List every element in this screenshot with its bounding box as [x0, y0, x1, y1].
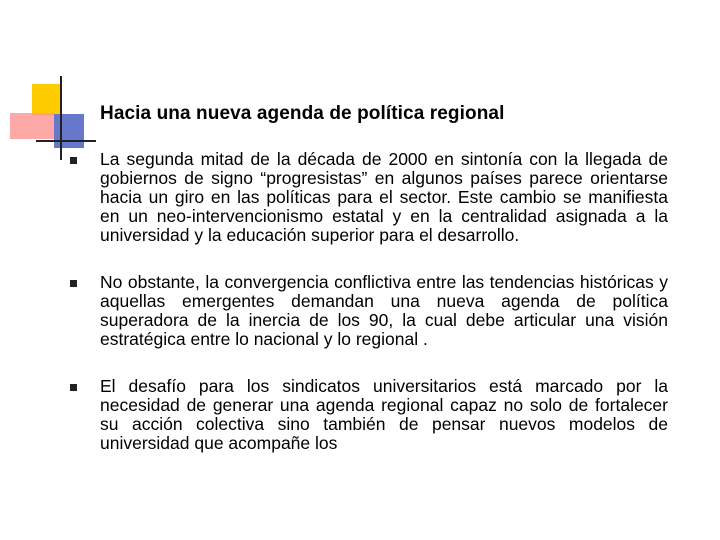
logo-vertical-line [60, 76, 62, 160]
logo-horizontal-line [36, 140, 96, 142]
bullet-item-2 [68, 273, 668, 349]
square-bullet-icon [70, 157, 77, 164]
logo-yellow-square [32, 84, 62, 116]
bullet-text: La segunda mitad de la década de 2000 en sintonía con la llegada de gobiernos de signo “progresistas” en algunos países parece orientarse hacia un giro en las políticas para el sector. Este cambio se manifiesta en un neo-intervencionismo estatal y en la centralidad asignada a la universidad y la educación superior para el desarrollo. [100, 149, 668, 245]
logo-red-square [10, 113, 54, 139]
bullet-text: El desafío para los sindicatos universitarios está marcado por la necesidad de generar una agenda regional capaz no solo de fortalecer su acción colectiva sino también de pensar nuevos modelos de universidad que acompañe los [100, 376, 668, 453]
slide-title: Hacia una nueva agenda de política regional [100, 103, 505, 124]
bullet-item-3 [68, 377, 668, 453]
square-bullet-icon [70, 280, 77, 287]
square-bullet-icon [70, 384, 77, 391]
logo-blue-square [54, 114, 84, 148]
bullet-list [68, 150, 668, 481]
bullet-text: No obstante, la convergencia conflictiva entre las tendencias históricas y aquellas emergentes demandan una nueva agenda de política superadora de la inercia de los 90, la cual debe articular una visión estratégica entre lo nacional y lo regional . [100, 272, 668, 349]
bullet-item-1 [68, 150, 668, 245]
